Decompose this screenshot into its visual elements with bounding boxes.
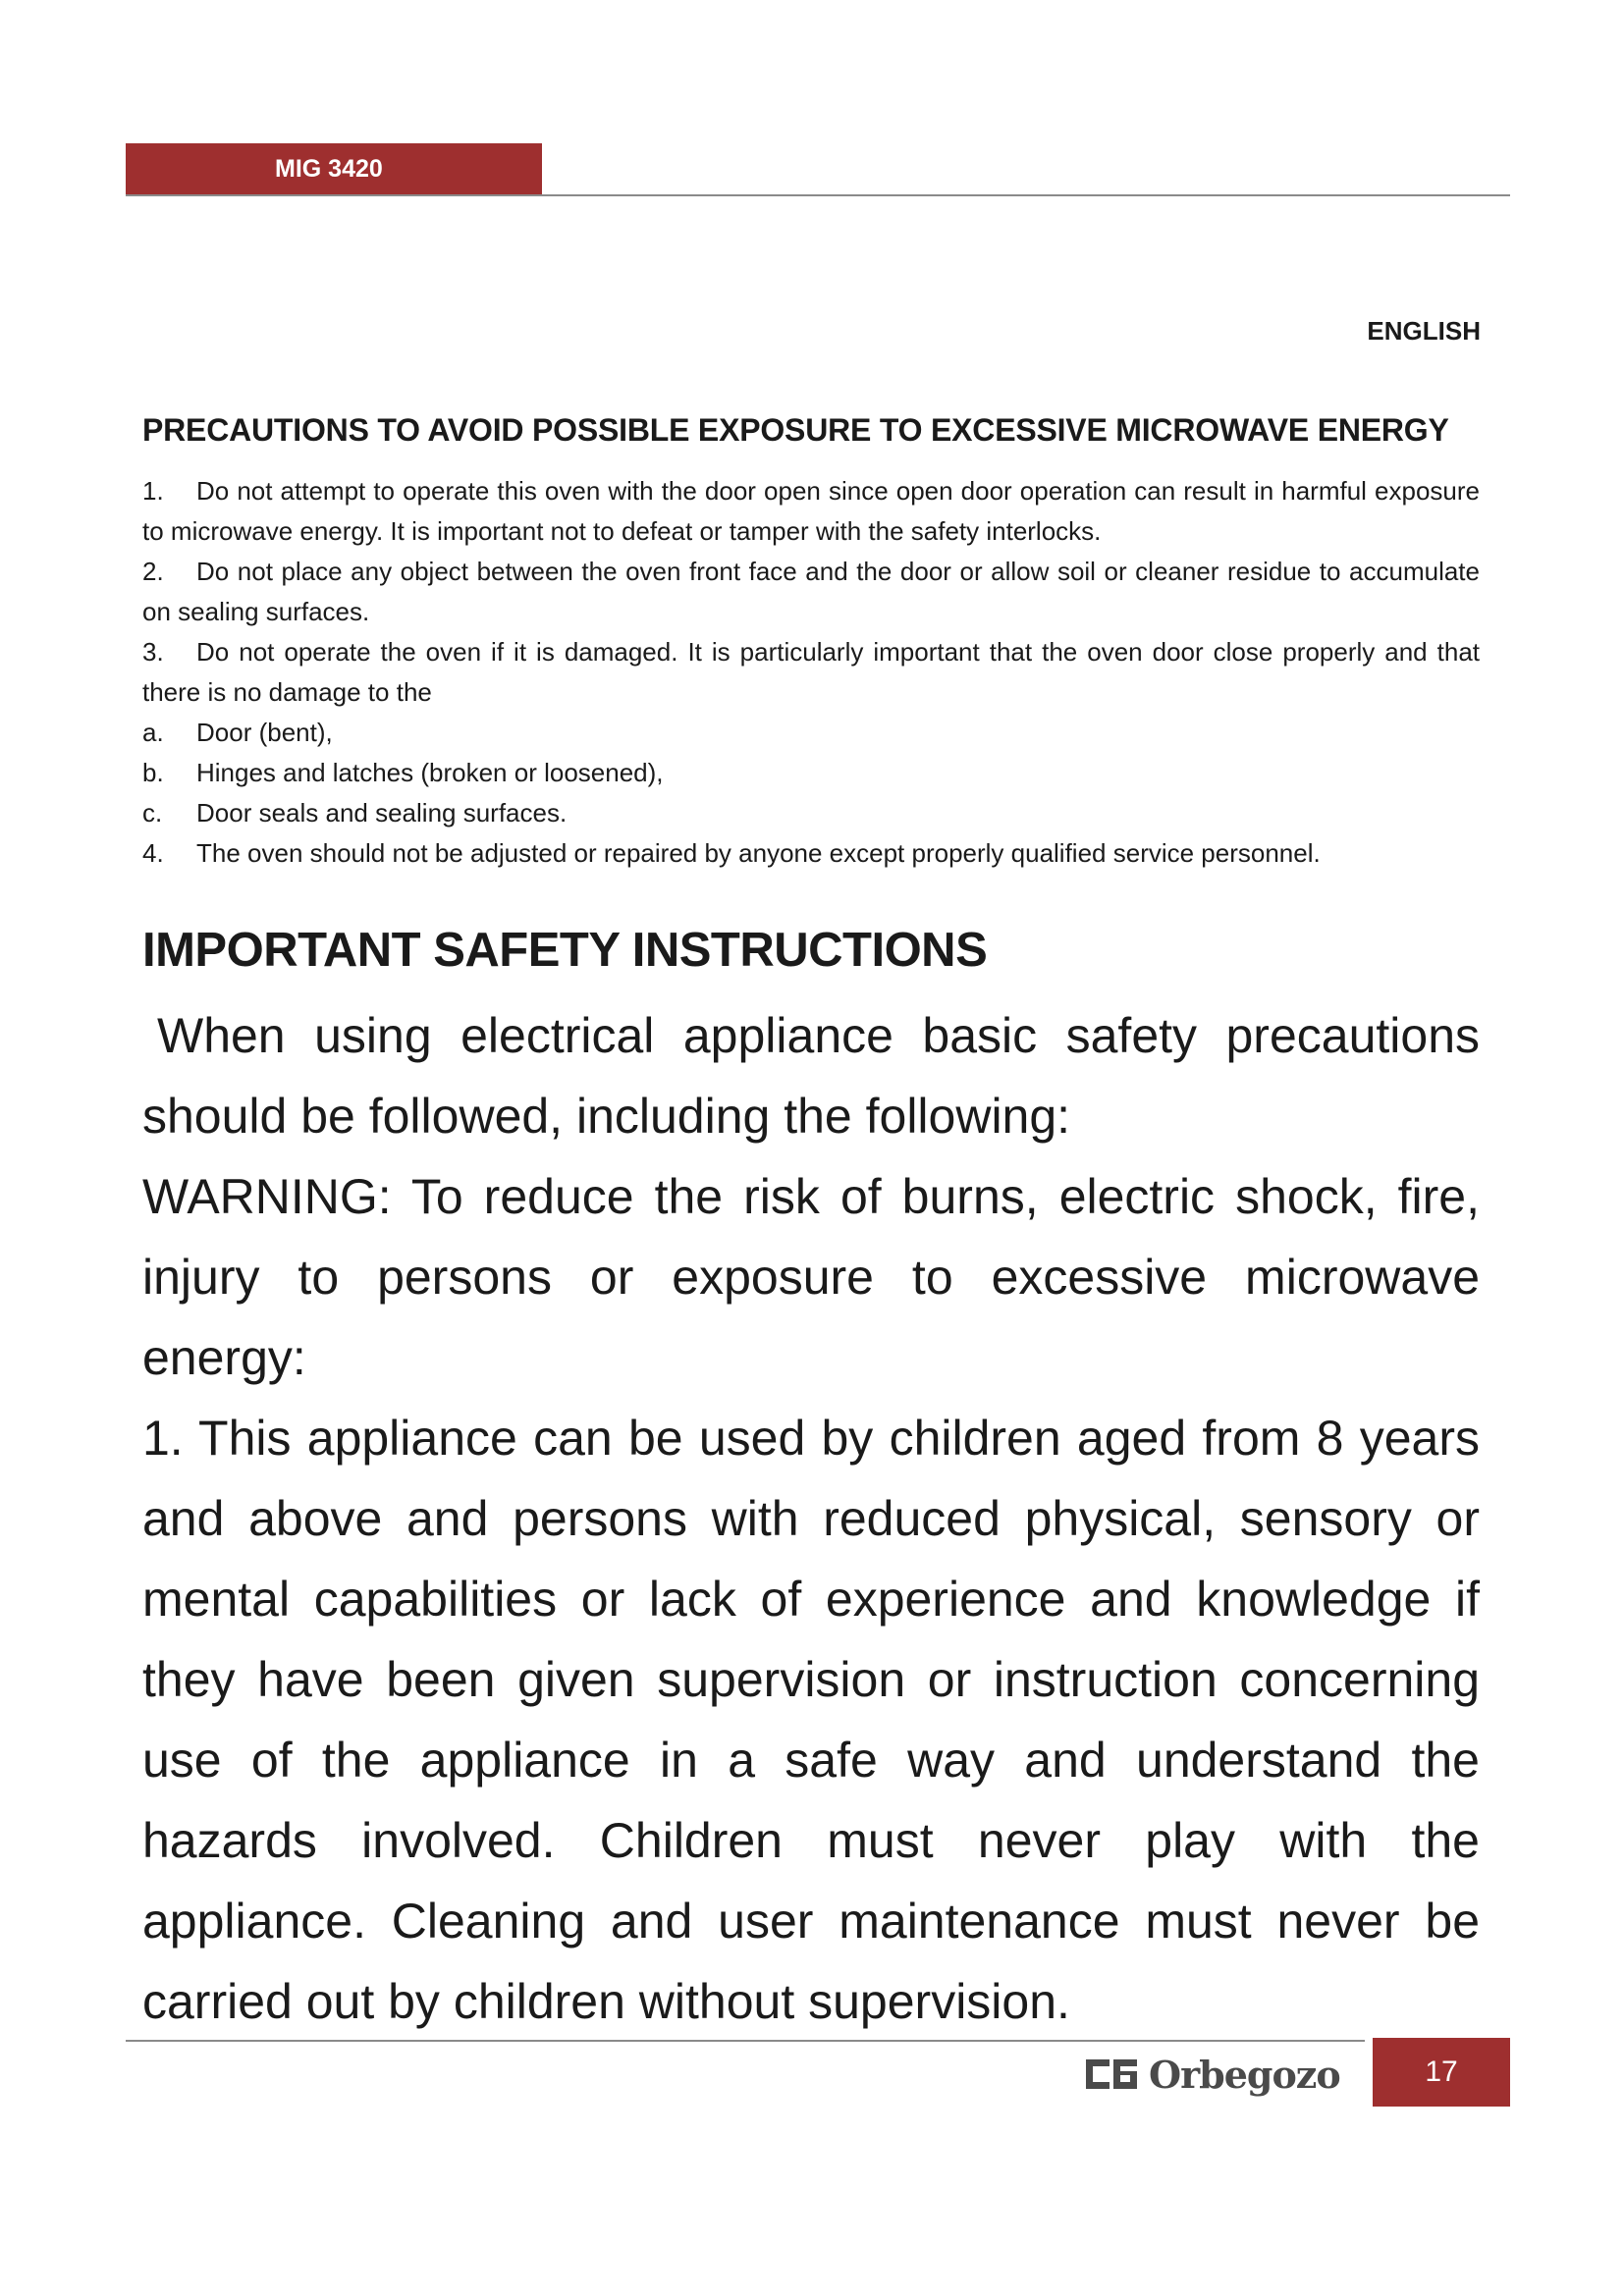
precaution-subitem: [142, 753, 1480, 793]
safety-instructions-body: [142, 995, 1480, 2042]
precaution-subitem: [142, 793, 1480, 833]
item-label: a.: [142, 718, 164, 747]
precaution-item: [142, 632, 1480, 713]
safety-instructions-title: IMPORTANT SAFETY INSTRUCTIONS: [142, 924, 988, 977]
safety-item-1: 1. This appliance can be used by children aged from 8 years and above and persons with reduced physical, sensory or mental capabilities or lack of experience and knowledge if they have been given supervision or instruction concerning use of the appliance in a safe way and understand the hazards involved. Children must never play with the appliance. Cleaning and user maintenance must never be carried out by children without supervision.: [142, 1411, 1480, 2029]
precautions-title: PRECAUTIONS TO AVOID POSSIBLE EXPOSURE TO EXCESSIVE MICROWAVE ENERGY: [142, 412, 1449, 448]
brand-mark-icon: [1086, 2059, 1137, 2089]
item-label: 4.: [142, 838, 164, 868]
item-text: Do not attempt to operate this oven with the door open since open door operation can result in harmful exposure to microwave energy. It is important not to defeat or tamper with the safety interlocks.: [142, 476, 1480, 546]
item-text: Hinges and latches (broken or loosened),: [196, 758, 664, 787]
item-label: 3.: [142, 637, 164, 667]
language-label: ENGLISH: [1367, 316, 1481, 346]
item-label: 2.: [142, 557, 164, 586]
item-label: c.: [142, 798, 163, 828]
brand-logo: [1086, 2052, 1340, 2097]
footer-divider: [126, 2040, 1365, 2042]
model-header-tab: [126, 143, 542, 194]
item-text: The oven should not be adjusted or repaired by anyone except properly qualified service personnel.: [196, 838, 1321, 868]
item-text: Door (bent),: [196, 718, 333, 747]
precaution-item: [142, 471, 1480, 552]
header-divider: [126, 194, 1510, 196]
model-name: MIG 3420: [275, 154, 383, 183]
brand-name: Orbegozo: [1149, 2052, 1340, 2097]
item-label: b.: [142, 758, 164, 787]
safety-intro: When using electrical appliance basic safety precautions should be followed, including the following:: [142, 1008, 1480, 1144]
precautions-list: [142, 471, 1480, 874]
precaution-subitem: [142, 713, 1480, 753]
page-number-box: [1373, 2038, 1510, 2107]
item-text: Do not operate the oven if it is damaged. It is particularly important that the oven door close properly and that there is no damage to the: [142, 637, 1480, 707]
precaution-item: [142, 552, 1480, 632]
item-text: Door seals and sealing surfaces.: [196, 798, 568, 828]
safety-warning: WARNING: To reduce the risk of burns, electric shock, fire, injury to persons or exposure to excessive microwave energy:: [142, 1169, 1480, 1385]
item-label: 1.: [142, 476, 164, 506]
page-number: 17: [1425, 2056, 1458, 2088]
item-text: Do not place any object between the oven front face and the door or allow soil or cleaner residue to accumulate on sealing surfaces.: [142, 557, 1480, 626]
precaution-item: [142, 833, 1480, 874]
